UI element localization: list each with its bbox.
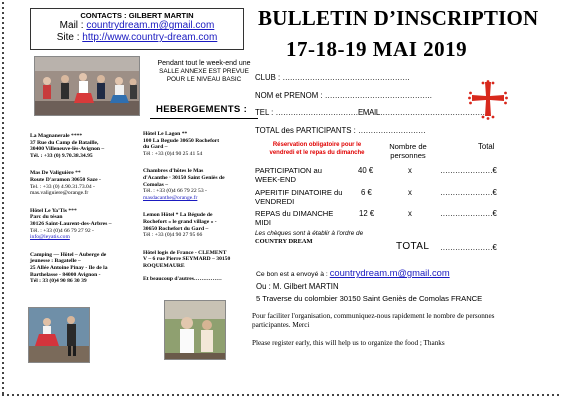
name-label: NOM et PRENOM : (255, 91, 323, 100)
hebergements-divider (150, 118, 258, 119)
send-to-address: 5 Traverse du colombier 30150 Saint Geniès de Comolas FRANCE (256, 294, 483, 303)
hotel-name: Chambres d'hôtes le Mas (143, 168, 204, 175)
hotel-line: V – 6 rue Pierre SEYMARD – 30150 (143, 256, 231, 263)
hotel-line: 25 Allée Antoine Pinay - Ile de la (30, 264, 108, 271)
dancers-photo-top (34, 56, 140, 116)
contacts-site-line (31, 32, 243, 44)
tel-email-field[interactable] (255, 108, 485, 117)
hotel-line: 37 Rue du Camp de Bataille, (30, 139, 99, 146)
hotel-entry (30, 208, 148, 241)
row-label-line-2: WEEK-END (255, 175, 296, 184)
notice-line-2: SALLE ANNEXE EST PREVUE (159, 68, 249, 75)
hotel-line: 30650 Rochefort du Gard – (143, 225, 209, 232)
hotel-line: Tél. : +33 (0)4 66 79 22 53 - (143, 188, 207, 195)
hotel-line: Tél : 33 (0)4 90 86 30 39 (30, 278, 87, 285)
hotel-email-link[interactable]: info@leyatis.com (30, 234, 70, 241)
reservation-note-line-2: vendredi et le repas du dimanche (269, 149, 365, 156)
row-label-line-2: MIDI (255, 218, 272, 227)
row-total[interactable]: …………………€ (440, 209, 497, 218)
row-label-line-1: APERITIF DINATOIRE du (255, 188, 343, 197)
email-dots: …………………………………… (379, 108, 485, 117)
hotel-entry (143, 212, 263, 238)
hotel-line: 100 La Begude 30650 Rochefort (143, 137, 220, 144)
left-dotted-border (2, 2, 4, 394)
cheques-org: COUNTRY DREAM (255, 238, 313, 245)
hotel-line: Tél : +33 (0)4 90 27 95 66 (143, 232, 203, 239)
hotel-entry (30, 133, 148, 159)
hotel-line: mas.valiguiere@orange.fr (30, 190, 89, 197)
closing-french-line-2: participantes. Merci (252, 321, 310, 330)
hotel-line: Tel. : +33 (0) 4.90.31.73.04 - (30, 183, 95, 190)
club-dots: …………………………………………… (282, 73, 410, 82)
hotel-line: Comolas – (143, 181, 169, 188)
mail-link[interactable]: countrydream.m@gmail.com (86, 20, 215, 31)
column-total-header: Total (478, 142, 495, 151)
row-multiply: x (408, 188, 412, 197)
total-participants-label: TOTAL des PARTICIPANTS : (255, 126, 356, 135)
hotel-entry (143, 168, 263, 201)
row-price: 12 € (359, 209, 375, 218)
dancers-photo-bottom-middle (164, 300, 226, 360)
closing-french-line-1: Pour faciliter l'organisation, communiquez-nous rapidement le nombre de personnes (252, 312, 495, 320)
row-total[interactable]: …………………€ (440, 166, 497, 175)
hotel-name: La Magnanerale **** (30, 133, 83, 139)
basic-level-notice (140, 60, 268, 84)
cheques-note-line: Les chèques sont à établir à l'ordre de (255, 230, 364, 237)
club-label: CLUB : (255, 73, 281, 82)
hotel-name: Hôtel Le Ya'Tis *** (30, 207, 77, 214)
hotel-name: Hôtel logis de France - CLEMENT (143, 249, 227, 256)
site-label: Site : (56, 32, 83, 43)
price-row (255, 209, 555, 229)
club-field[interactable] (255, 73, 410, 82)
send-email-link[interactable]: countrydream.m@gmail.com (329, 267, 450, 278)
row-price: 40 € (358, 166, 374, 175)
row-label-line-1: PARTICIPATION au (255, 166, 322, 175)
send-to-name: Ou : M. Gilbert MARTIN (256, 282, 339, 291)
hotel-line: Rochefort » le grand village » - (143, 218, 217, 225)
hotel-name: Mas De Valiguière ** (30, 170, 81, 177)
hotel-name: Hôtel Le Lagon ** (143, 131, 188, 137)
cheques-note (255, 230, 363, 246)
notice-line-3: POUR LE NIVEAU BASIC (166, 76, 242, 83)
event-dates: 17-18-19 MAI 2019 (286, 37, 468, 61)
hotel-line: Route D'aramon 30650 Saze - (30, 176, 101, 183)
other-hotels-note: Et beaucoup d'autres…………… (143, 275, 222, 282)
bottom-dotted-border (2, 394, 562, 396)
total-participants-dots: ……………………… (357, 126, 426, 135)
row-total[interactable]: …………………€ (440, 188, 497, 197)
hotel-line: jeunesse : Bagatelle – (30, 258, 81, 265)
hotel-email-link[interactable]: masdacanthe@orange.fr (143, 194, 198, 201)
hotel-entry (143, 131, 263, 157)
hotel-name: Lemon Hôtel * La Bégude de (143, 212, 213, 219)
row-multiply: x (408, 209, 412, 218)
grand-total-value[interactable]: …………………€ (440, 243, 497, 252)
row-label (255, 166, 322, 184)
hotel-entry (30, 252, 148, 285)
dancers-photo-bottom-left (28, 307, 90, 363)
column-nombre-line-2: personnes (390, 151, 426, 160)
hotel-line: d'Acanthe · 30150 Saint Geniès de (143, 174, 225, 181)
hotel-line: Parc du tésan (30, 214, 63, 221)
contacts-mail-line (31, 20, 243, 32)
total-participants-field[interactable] (255, 126, 425, 135)
row-label-line-1: REPAS du DIMANCHE (255, 209, 334, 218)
tel-label: TEL : (255, 108, 274, 117)
page-title: BULLETIN D’INSCRIPTION (258, 6, 539, 30)
row-label-line-2: VENDREDI (255, 197, 295, 206)
name-dots: ……………………………………. (324, 91, 432, 100)
row-label (255, 188, 343, 206)
column-nombre-header (384, 142, 432, 160)
notice-line-1: Pendant tout le week-end une (157, 60, 251, 67)
hotel-line: ROQUEMAURE (143, 262, 185, 269)
name-field[interactable] (255, 91, 432, 100)
hotel-line: du Gard – (143, 144, 168, 151)
hotel-name: Camping — Hôtel – Auberge de (30, 251, 107, 258)
contacts-box (30, 8, 244, 50)
send-to-line (256, 268, 450, 280)
price-row (255, 188, 555, 208)
hotel-line: Tél : +33 (0)4 90 25 41 54 (143, 150, 203, 157)
row-price: 6 € (361, 188, 372, 197)
column-nombre-line-1: Nombre de (389, 142, 427, 151)
closing-french (252, 312, 558, 331)
row-multiply: x (408, 166, 412, 175)
price-row (255, 166, 555, 186)
tel-dots: ……………………………EMAIL (275, 108, 380, 117)
reservation-note (258, 142, 376, 157)
site-link[interactable]: http://www.country-dream.com (82, 32, 218, 43)
hotel-entry (143, 250, 263, 270)
hotels-left-column (30, 133, 148, 285)
hotels-right-column (143, 131, 263, 282)
hotel-line: Tél. : +33 (0)4 66 79 27 92 - (30, 227, 94, 234)
hotel-line: Barthelasse - 84000 Avignon - (30, 271, 101, 278)
hotel-line: 30400 Villeneuve-lès-Avignon – (30, 146, 105, 153)
row-label (255, 209, 333, 227)
hotel-line: Tél. : +33 (0) 9.70.38.34.95 (30, 152, 93, 159)
hebergements-title: HEBERGEMENTS : (156, 104, 248, 115)
closing-english: Please register early, this will help us to organize the food ; Thanks (252, 339, 445, 347)
hotel-line: 30126 Saint-Laurent-des-Arbres – (30, 220, 112, 227)
send-to-prefix: Ce bon est a envoyé à : (256, 271, 330, 278)
hotel-entry (30, 170, 148, 196)
mail-label: Mail : (59, 20, 87, 31)
contacts-title: CONTACTS : GILBERT MARTIN (80, 11, 194, 20)
reservation-note-line-1: Réservation obligatoire pour le (272, 142, 362, 148)
grand-total-label: TOTAL (396, 241, 430, 252)
